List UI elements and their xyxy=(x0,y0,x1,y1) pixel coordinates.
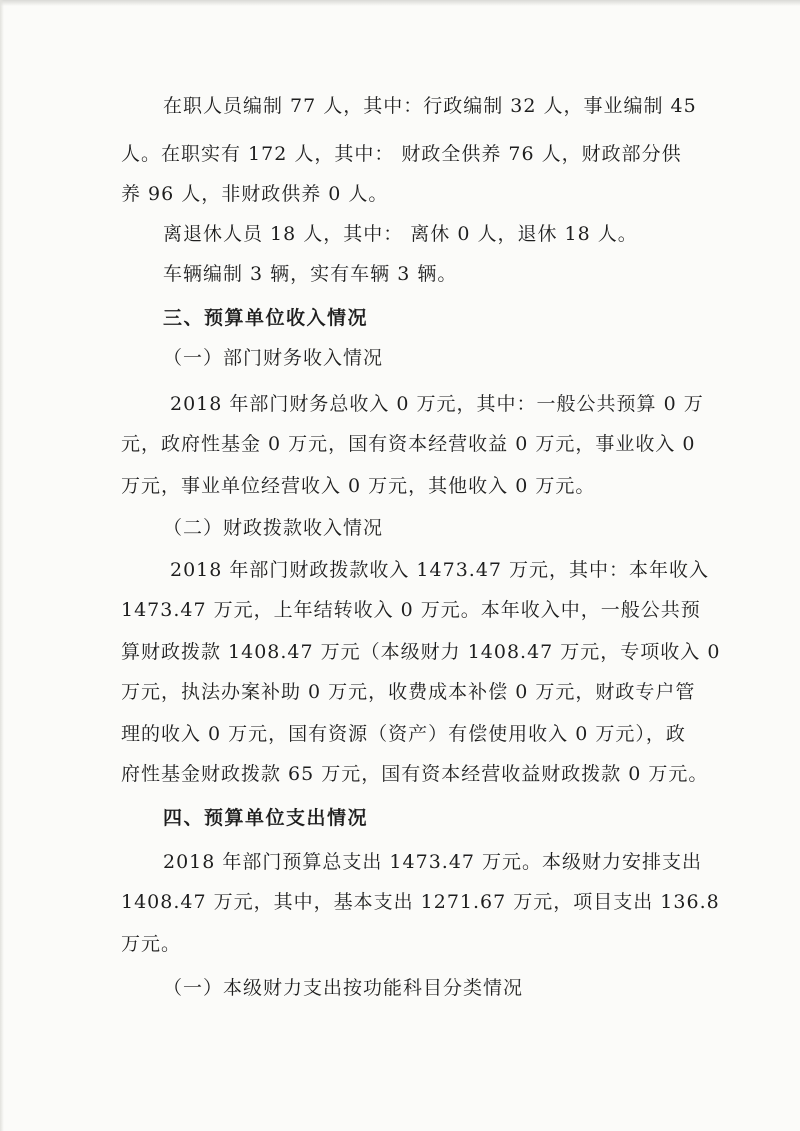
appropriation-line-3: 算财政拨款 1408.47 万元（本级财力 1408.47 万元，专项收入 0 xyxy=(121,641,721,663)
appropriation-line-1: 2018 年部门财政拨款收入 1473.47 万元，其中：本年收入 xyxy=(170,559,710,581)
scan-edge-top xyxy=(0,0,800,6)
scan-edge-left xyxy=(0,0,4,1131)
appropriation-line-2: 1473.47 万元，上年结转收入 0 万元。本年收入中，一般公共预 xyxy=(121,599,701,621)
subheading-financial-income: （一）部门财务收入情况 xyxy=(163,347,384,369)
expenditure-line-1: 2018 年部门预算总支出 1473.47 万元。本级财力安排支出 xyxy=(163,851,703,873)
appropriation-line-5: 理的收入 0 万元，国有资源（资产）有偿使用收入 0 万元），政 xyxy=(121,723,686,745)
expenditure-line-3: 万元。 xyxy=(121,933,182,955)
expenditure-line-2: 1408.47 万元，其中，基本支出 1271.67 万元，项目支出 136.8 xyxy=(121,891,720,913)
subheading-functional-classification: （一）本级财力支出按功能科目分类情况 xyxy=(163,977,524,999)
staff-establishment-line-1: 在职人员编制 77 人，其中：行政编制 32 人，事业编制 45 xyxy=(163,95,697,117)
appropriation-line-4: 万元，执法办案补助 0 万元，收费成本补偿 0 万元，财政专户管 xyxy=(121,681,696,703)
financial-income-line-3: 万元，事业单位经营收入 0 万元，其他收入 0 万元。 xyxy=(121,475,596,497)
vehicle-line: 车辆编制 3 辆，实有车辆 3 辆。 xyxy=(163,263,458,285)
staff-establishment-line-2: 人。在职实有 172 人，其中： 财政全供养 76 人，财政部分供 xyxy=(121,143,682,165)
staff-establishment-line-3: 养 96 人，非财政供养 0 人。 xyxy=(121,183,389,205)
retired-staff-line: 离退休人员 18 人，其中： 离休 0 人，退休 18 人。 xyxy=(163,223,638,245)
subheading-appropriation-income: （二）财政拨款收入情况 xyxy=(163,517,384,539)
financial-income-line-2: 元，政府性基金 0 万元，国有资本经营收益 0 万元，事业收入 0 xyxy=(121,433,696,455)
section-heading-expenditure: 四、预算单位支出情况 xyxy=(163,807,369,829)
financial-income-line-1: 2018 年部门财务总收入 0 万元，其中：一般公共预算 0 万 xyxy=(170,393,704,415)
section-heading-income: 三、预算单位收入情况 xyxy=(163,307,369,329)
appropriation-line-6: 府性基金财政拨款 65 万元，国有资本经营收益财政拨款 0 万元。 xyxy=(121,763,709,785)
